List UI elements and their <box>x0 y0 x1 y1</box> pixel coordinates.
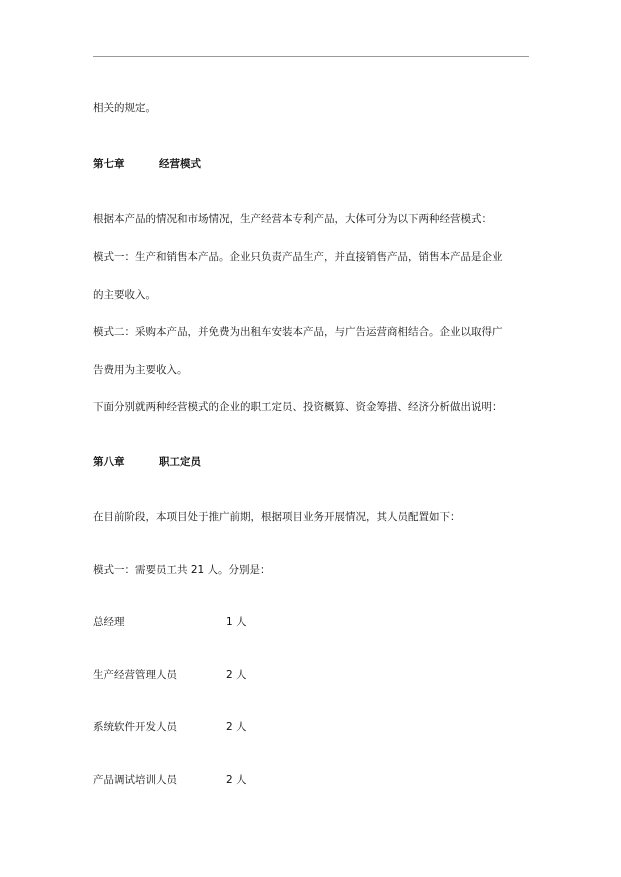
staff-count: 2 人 <box>226 721 247 733</box>
paragraph-explain: 下面分别就两种经营模式的企业的职工定员、投资概算、资金筹措、经济分析做出说明： <box>93 401 503 413</box>
chapter-7-number: 第七章 <box>93 158 125 170</box>
chapter-8-number: 第八章 <box>93 456 125 468</box>
staff-row <box>93 668 247 682</box>
paragraph-mode2-line2: 告费用为主要收入。 <box>93 364 188 376</box>
chapter-8-heading <box>93 455 201 469</box>
paragraph-mode1-line2: 的主要收入。 <box>93 289 156 301</box>
header-rule <box>93 56 529 57</box>
paragraph-staff-intro: 模式一：需要员工共 21 人。分别是： <box>93 564 271 576</box>
chapter-7-title: 经营模式 <box>159 158 201 170</box>
paragraph-intro: 根据本产品的情况和市场情况，生产经营本专利产品，大体可分为以下两种经营模式： <box>93 213 492 225</box>
staff-row <box>93 720 247 734</box>
staff-count: 2 人 <box>226 669 247 681</box>
chapter-8-title: 职工定员 <box>159 456 201 468</box>
staff-role: 产品调试培训人员 <box>93 774 177 786</box>
staff-count: 1 人 <box>226 616 247 628</box>
staff-count: 2 人 <box>226 774 247 786</box>
staff-role: 系统软件开发人员 <box>93 721 177 733</box>
paragraph-mode1-line1: 模式一：生产和销售本产品。企业只负责产品生产，并直接销售产品，销售本产品是企业 <box>93 251 503 263</box>
staff-role: 生产经营管理人员 <box>93 669 177 681</box>
staff-row <box>93 773 247 787</box>
paragraph-related-rules: 相关的规定。 <box>93 102 156 114</box>
staff-row <box>93 615 247 629</box>
paragraph-mode2-line1: 模式二：采购本产品，并免费为出租车安装本产品，与广告运营商相结合。企业以取得广 <box>93 326 503 338</box>
chapter-7-heading <box>93 157 201 171</box>
paragraph-current-stage: 在目前阶段，本项目处于推广前期，根据项目业务开展情况，其人员配置如下： <box>93 511 461 523</box>
staff-role: 总经理 <box>93 616 125 628</box>
